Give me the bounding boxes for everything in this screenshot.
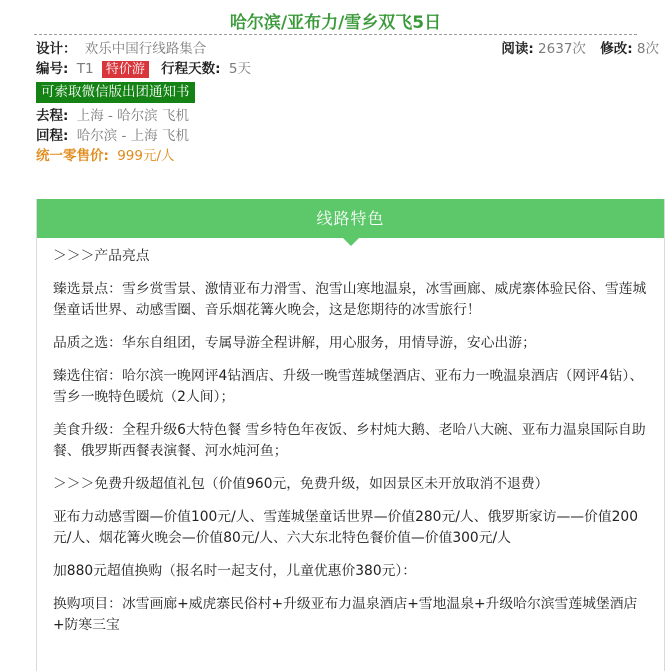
days-value: 5天 — [228, 61, 251, 77]
notice-row — [36, 79, 671, 106]
design-label: 设计： — [36, 41, 77, 57]
features-content — [37, 238, 664, 636]
return-value: 哈尔滨 - 上海 飞机 — [76, 128, 189, 144]
feature-paragraph: 臻选景点：雪乡赏雪景、激情亚布力滑雪、泡雪山寒地温泉，冰雪画廊、威虎寨体验民俗、雪莲城堡童话世界、动感雪圈、音乐烟花篝火晚会，这是您期待的冰雪旅行！ — [53, 281, 647, 318]
wechat-notice-button[interactable]: 可索取微信版出团通知书 — [36, 82, 195, 103]
edits-count: 8次 — [636, 41, 659, 57]
features-header: 线路特色 — [37, 199, 664, 238]
design-value: 欢乐中国行线路集合 — [84, 41, 207, 57]
feature-paragraph: 亚布力动感雪圈—价值100元/人、雪莲城堡童话世界—价值280元/人、俄罗斯家访——价值200元/人、烟花篝火晚会—价值80元/人、六大东北特色餐价值—价值300元/人 — [53, 509, 638, 546]
route-info — [0, 35, 671, 166]
feature-paragraph: ＞＞＞免费升级超值礼包（价值960元，免费升级，如因景区未开放取消不退费） — [53, 476, 549, 492]
return-row — [36, 126, 671, 146]
special-offer-badge: 特价游 — [102, 61, 149, 78]
departure-value: 上海 - 哈尔滨 飞机 — [76, 108, 189, 124]
days-label: 行程天数: — [161, 61, 221, 77]
feature-paragraph: 品质之选：华东自组团，专属导游全程讲解，用心服务，用情导游，安心出游； — [53, 335, 536, 351]
price-row — [36, 146, 671, 166]
price-label: 统一零售价: — [36, 148, 109, 164]
views-count: 2637次 — [538, 41, 586, 57]
route-stats — [491, 39, 659, 59]
feature-paragraph: 换购项目：冰雪画廊+威虎寨民俗村+升级亚布力温泉酒店+雪地温泉+升级哈尔滨雪莲城堡酒店+防寒三宝 — [53, 596, 638, 633]
feature-paragraph: 美食升级：全程升级6大特色餐 雪乡特色年夜饭、乡村炖大鹅、老哈八大碗、亚布力温泉国际自助餐、俄罗斯西餐表演餐、河水炖河鱼； — [53, 422, 646, 459]
page-title: 哈尔滨/亚布力/雪乡双飞5日 — [229, 13, 442, 33]
code-value: T1 — [76, 61, 94, 77]
price-value: 999元/人 — [117, 148, 175, 164]
departure-row — [36, 106, 671, 126]
return-label: 回程: — [36, 128, 69, 144]
edits-label: 修改: — [600, 41, 633, 57]
departure-label: 去程: — [36, 108, 69, 124]
views-label: 阅读: — [501, 41, 534, 57]
feature-paragraph: ＞＞＞产品亮点 — [53, 248, 150, 264]
code-label: 编号: — [36, 61, 69, 77]
code-row — [36, 59, 671, 79]
feature-paragraph: 臻选住宿：哈尔滨一晚网评4钻酒店、升级一晚雪莲城堡酒店、亚布力一晚温泉酒店（网评4钻）、雪乡一晚特色暖炕（2人间）； — [53, 368, 644, 405]
feature-paragraph: 加880元超值换购（报名时一起支付，儿童优惠价380元）： — [53, 563, 417, 579]
features-section — [36, 199, 665, 671]
